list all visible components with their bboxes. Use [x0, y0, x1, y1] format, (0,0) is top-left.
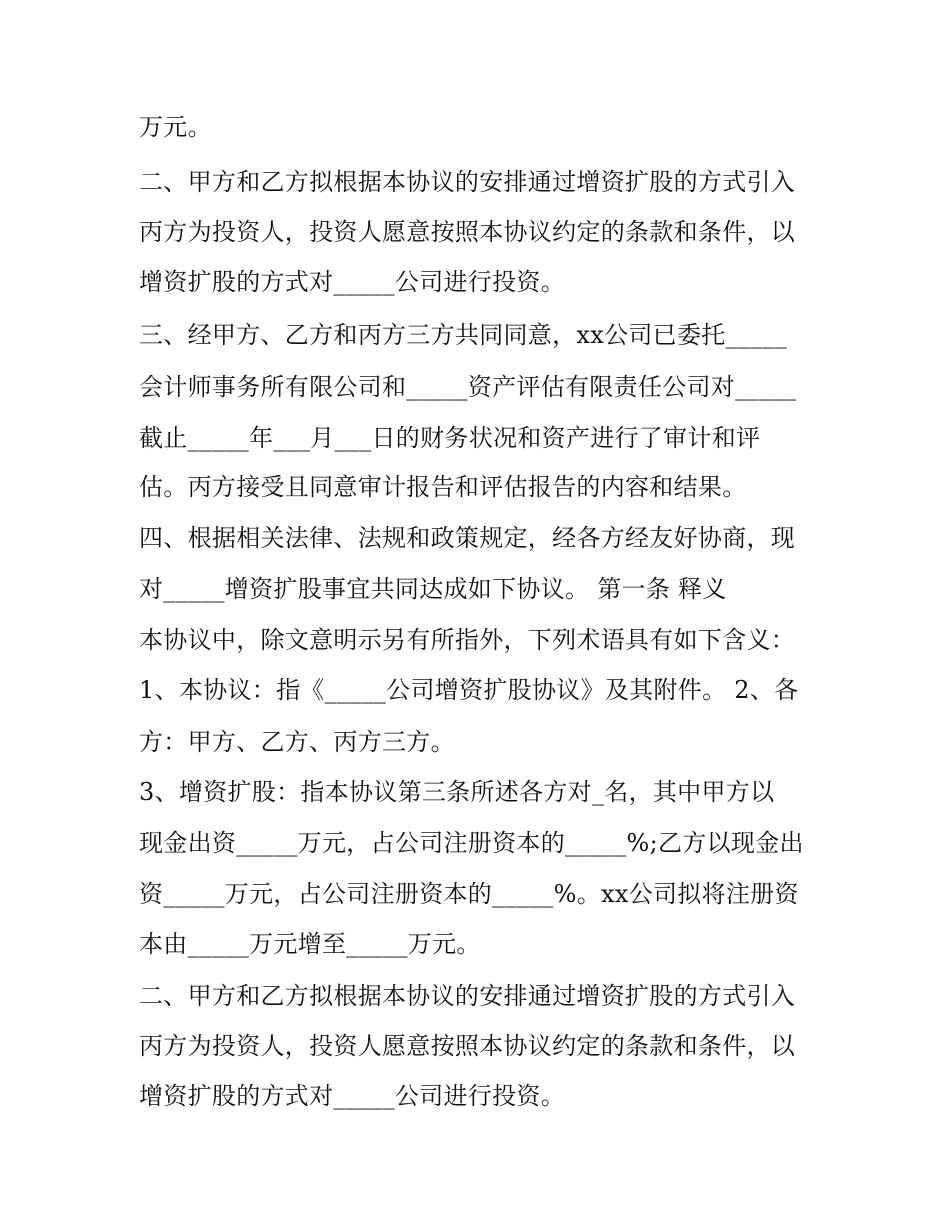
- text-line: 资_____万元，占公司注册资本的_____%。xx公司拟将注册资: [139, 880, 799, 908]
- text-line: 估。丙方接受且同意审计报告和评估报告的内容和结果。: [139, 473, 747, 501]
- text-line: 丙方为投资人，投资人愿意按照本协议约定的条款和条件，以: [139, 218, 796, 246]
- text-line: 现金出资_____万元，占公司注册资本的_____%;乙方以现金出: [139, 829, 804, 857]
- text-line: 对_____增资扩股事宜共同达成如下协议。 第一条 释义: [139, 575, 727, 603]
- text-line: 三、经甲方、乙方和丙方三方共同同意，xx公司已委托_____: [139, 321, 788, 349]
- text-line: 本由_____万元增至_____万元。: [139, 930, 481, 958]
- text-line: 本协议中，除文意明示另有所指外，下列术语具有如下含义：: [139, 626, 796, 654]
- text-line: 截止_____年___月___日的财务状况和资产进行了审计和评: [139, 424, 761, 452]
- text-line: 会计师事务所有限公司和_____资产评估有限责任公司对_____: [139, 373, 797, 401]
- text-line: 1、本协议：指《_____公司增资扩股协议》及其附件。 2、各: [139, 676, 799, 704]
- text-line: 增资扩股的方式对_____公司进行投资。: [139, 1082, 565, 1110]
- text-line: 方：甲方、乙方、丙方三方。: [139, 728, 455, 756]
- text-line: 二、甲方和乙方拟根据本协议的安排通过增资扩股的方式引入: [139, 168, 796, 196]
- text-line: 万元。: [139, 113, 212, 141]
- text-line: 四、根据相关法律、法规和政策规定，经各方经友好协商，现: [139, 524, 796, 552]
- text-line: 二、甲方和乙方拟根据本协议的安排通过增资扩股的方式引入: [139, 982, 796, 1010]
- text-line: 增资扩股的方式对_____公司进行投资。: [139, 268, 565, 296]
- text-line: 丙方为投资人，投资人愿意按照本协议约定的条款和条件，以: [139, 1032, 796, 1060]
- text-line: 3、增资扩股：指本协议第三条所述各方对_名，其中甲方以: [139, 778, 775, 806]
